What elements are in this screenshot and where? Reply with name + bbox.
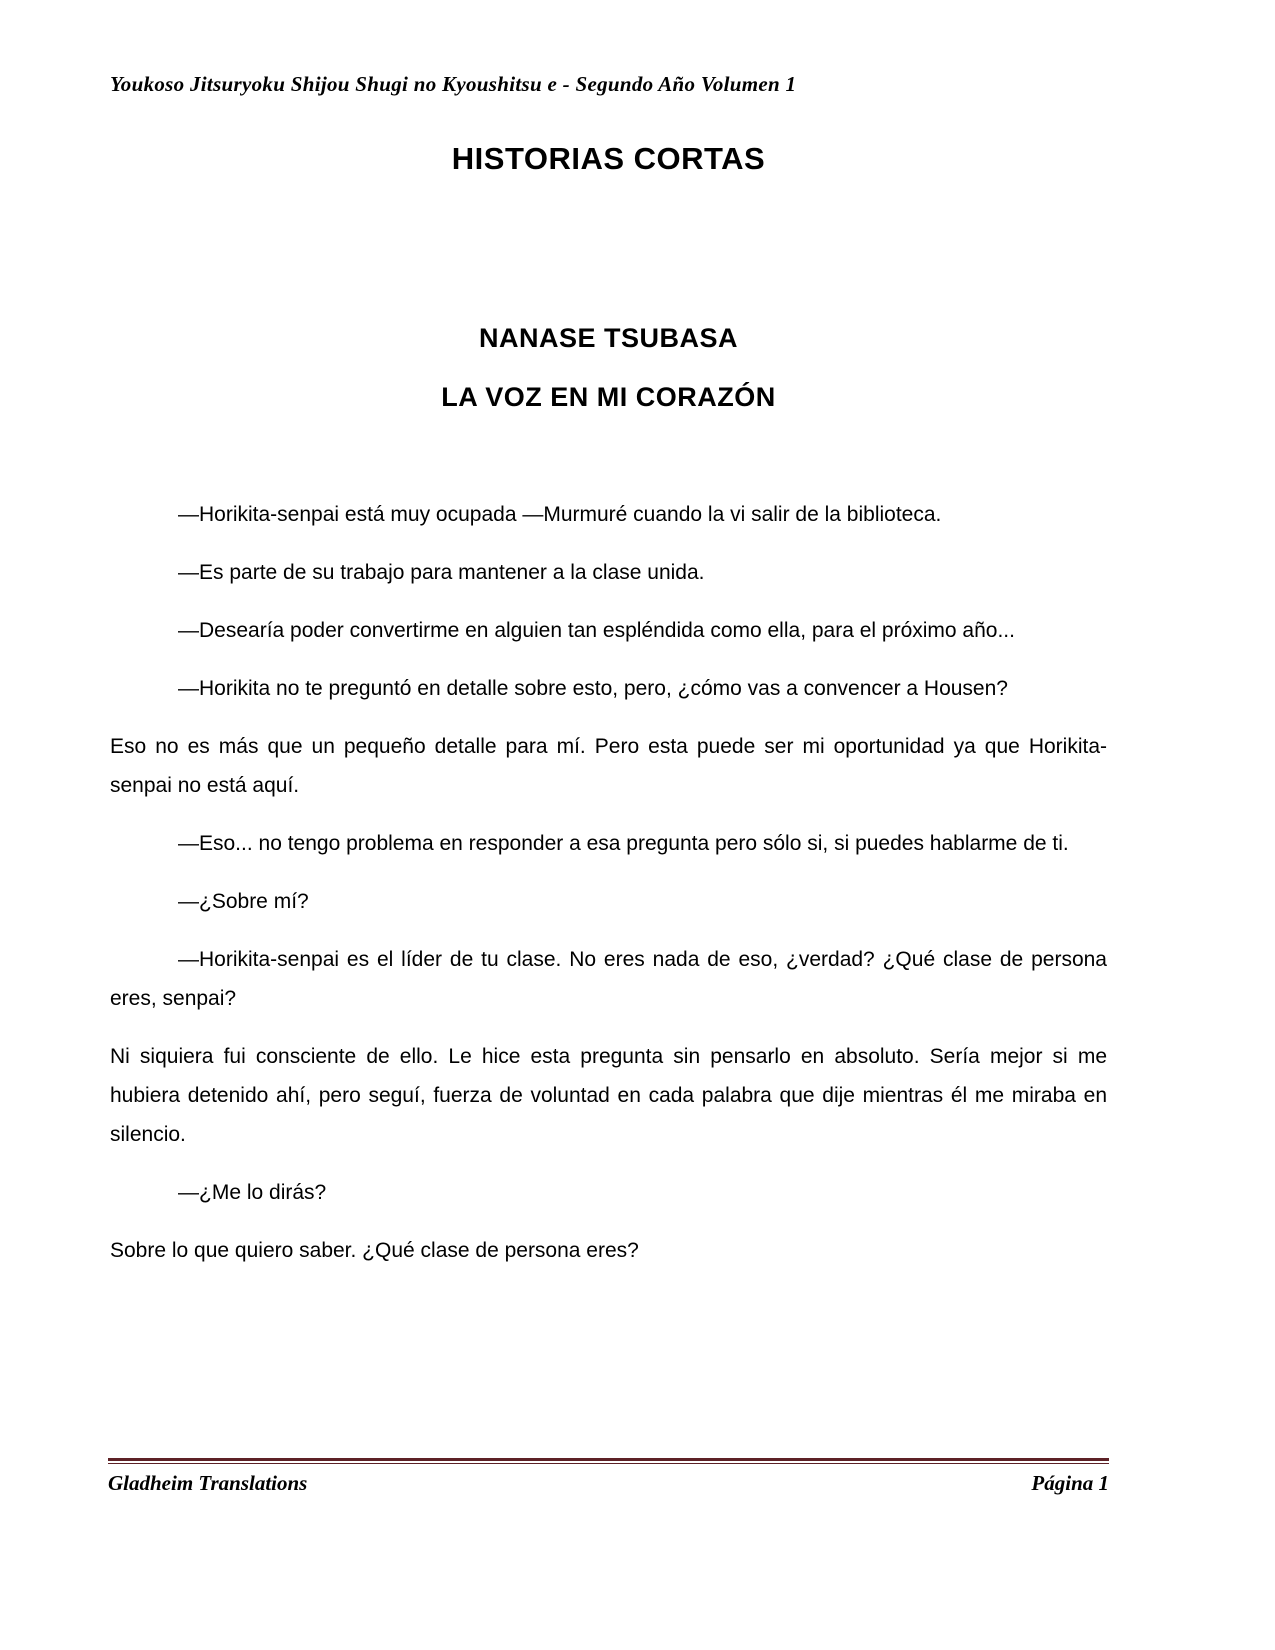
paragraph: —Desearía poder convertirme en alguien tan espléndida como ella, para el próximo año... bbox=[178, 619, 1015, 642]
footer-page-number: Página 1 bbox=[1031, 1471, 1109, 1495]
paragraph: —Horikita-senpai está muy ocupada —Murmuré cuando la vi salir de la biblioteca. bbox=[178, 503, 942, 526]
subtitle-story-title: LA VOZ EN MI CORAZÓN bbox=[441, 382, 776, 412]
footer-translator-credit: Gladheim Translations bbox=[108, 1471, 308, 1495]
paragraph: —¿Sobre mí? bbox=[178, 890, 309, 913]
body-paragraphs bbox=[110, 495, 1107, 1270]
paragraph: —¿Me lo dirás? bbox=[178, 1181, 327, 1204]
paragraph: —Horikita no te preguntó en detalle sobre esto, pero, ¿cómo vas a convencer a Housen? bbox=[178, 677, 1008, 700]
paragraph: —Es parte de su trabajo para mantener a la clase unida. bbox=[178, 561, 705, 584]
footer-divider bbox=[108, 1458, 1109, 1464]
subtitle-block bbox=[110, 323, 1107, 413]
document-footer bbox=[108, 1458, 1109, 1496]
page-title: HISTORIAS CORTAS bbox=[451, 141, 766, 176]
paragraph: Eso no es más que un pequeño detalle para mí. Pero esta puede ser mi oportunidad ya que Horikita-senpai no está aquí. bbox=[110, 735, 1107, 797]
paragraph: Ni siquiera fui consciente de ello. Le hice esta pregunta sin pensarlo en absoluto. Sería mejor si me hubiera detenido ahí, pero seguí, fuerza de voluntad en cada palabra que dije mientras él me miraba en silencio. bbox=[110, 1045, 1107, 1146]
document-header-title: Youkoso Jitsuryoku Shijou Shugi no Kyoushitsu e - Segundo Año Volumen 1 bbox=[110, 72, 797, 96]
paragraph: —Horikita-senpai es el líder de tu clase. No eres nada de eso, ¿verdad? ¿Qué clase de persona eres, senpai? bbox=[110, 948, 1107, 1010]
subtitle-character-name: NANASE TSUBASA bbox=[478, 323, 739, 353]
paragraph: Sobre lo que quiero saber. ¿Qué clase de persona eres? bbox=[110, 1239, 639, 1262]
paragraph: —Eso... no tengo problema en responder a esa pregunta pero sólo si, si puedes hablarme de ti. bbox=[178, 832, 1069, 855]
